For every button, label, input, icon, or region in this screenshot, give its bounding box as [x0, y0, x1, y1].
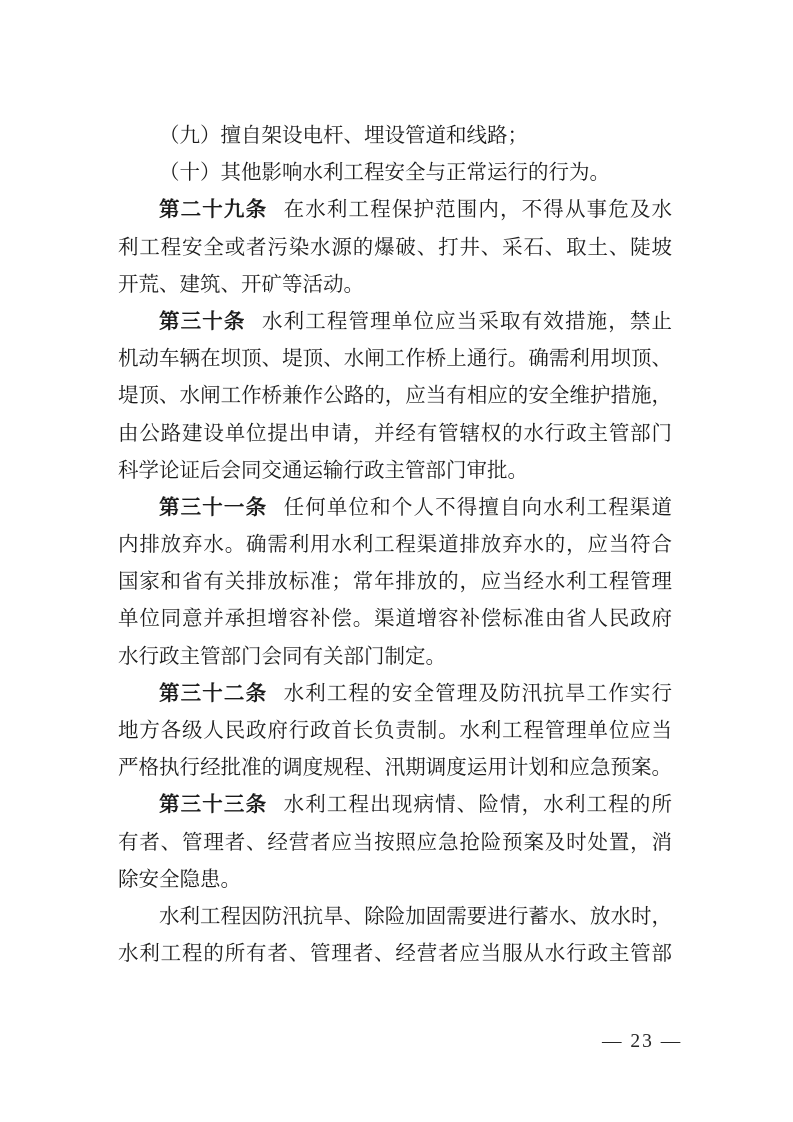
text-line — [118, 899, 672, 936]
line-text: 地方各级人民政府行政首长负责制。水利工程管理单位应当 — [118, 720, 672, 742]
text-line — [118, 378, 672, 415]
document-body — [118, 118, 672, 973]
line-text: 任何单位和个人不得擅自向水利工程渠道 — [283, 496, 673, 519]
text-line — [118, 118, 672, 155]
line-text: 水行政主管部门会同有关部门制定。 — [118, 645, 446, 668]
text-line — [118, 601, 672, 638]
text-line — [118, 416, 672, 453]
line-text: 由公路建设单位提出申请，并经有管辖权的水行政主管部门 — [118, 422, 672, 445]
text-line — [118, 713, 672, 750]
article-number: 第二十九条 — [159, 199, 268, 222]
text-line — [118, 527, 672, 564]
line-text: 水利工程管理单位应当采取有效措施，禁止 — [261, 310, 673, 333]
line-text: 在水利工程保护范围内，不得从事危及水 — [283, 199, 673, 222]
text-line — [118, 192, 672, 229]
line-text: （十）其他影响水利工程安全与正常运行的行为。 — [159, 162, 610, 185]
text-line — [118, 453, 672, 490]
line-text: 除安全隐患。 — [118, 868, 241, 891]
line-text: 国家和省有关排放标准；常年排放的，应当经水利工程管理 — [118, 571, 672, 594]
article-number: 第三十三条 — [159, 794, 268, 817]
line-text: 严格执行经批准的调度规程、汛期调度运用计划和应急预案。 — [118, 757, 672, 780]
page-number: — 23 — — [602, 1031, 683, 1052]
line-text: 利工程安全或者污染水源的爆破、打井、采石、取土、陡坡 — [118, 236, 672, 259]
line-text: 开荒、建筑、开矿等活动。 — [118, 273, 364, 296]
text-line — [118, 936, 672, 973]
text-line — [118, 304, 672, 341]
text-line — [118, 490, 672, 527]
line-text: 有者、管理者、经营者应当按照应急抢险预案及时处置，消 — [118, 831, 672, 854]
text-line — [118, 750, 672, 787]
article-number: 第三十二条 — [159, 682, 268, 705]
text-line — [118, 341, 672, 378]
line-text: 水利工程因防汛抗旱、除险加固需要进行蓄水、放水时， — [159, 905, 672, 928]
text-line — [118, 787, 672, 824]
text-line — [118, 155, 672, 192]
line-text: 科学论证后会同交通运输行政主管部门审批。 — [118, 459, 528, 482]
text-line — [118, 676, 672, 713]
article-number: 第三十条 — [159, 310, 246, 333]
text-line — [118, 230, 672, 267]
text-line — [118, 639, 672, 676]
text-line — [118, 564, 672, 601]
line-text: 水利工程的安全管理及防汛抗旱工作实行 — [283, 682, 673, 705]
line-text: 内排放弃水。确需利用水利工程渠道排放弃水的，应当符合 — [118, 534, 672, 557]
line-text: 机动车辆在坝顶、堤顶、水闸工作桥上通行。确需利用坝顶、 — [118, 348, 672, 371]
line-text: （九）擅自架设电杆、埋设管道和线路； — [159, 125, 528, 147]
text-line — [118, 862, 672, 899]
line-text: 单位同意并承担增容补偿。渠道增容补偿标准由省人民政府 — [118, 608, 672, 631]
line-text: 水利工程的所有者、管理者、经营者应当服从水行政主管部 — [118, 943, 672, 966]
article-number: 第三十一条 — [159, 496, 268, 519]
line-text: 堤顶、水闸工作桥兼作公路的，应当有相应的安全维护措施， — [118, 385, 672, 408]
text-line — [118, 825, 672, 862]
line-text: 水利工程出现病情、险情，水利工程的所 — [283, 794, 673, 817]
text-line — [118, 267, 672, 304]
